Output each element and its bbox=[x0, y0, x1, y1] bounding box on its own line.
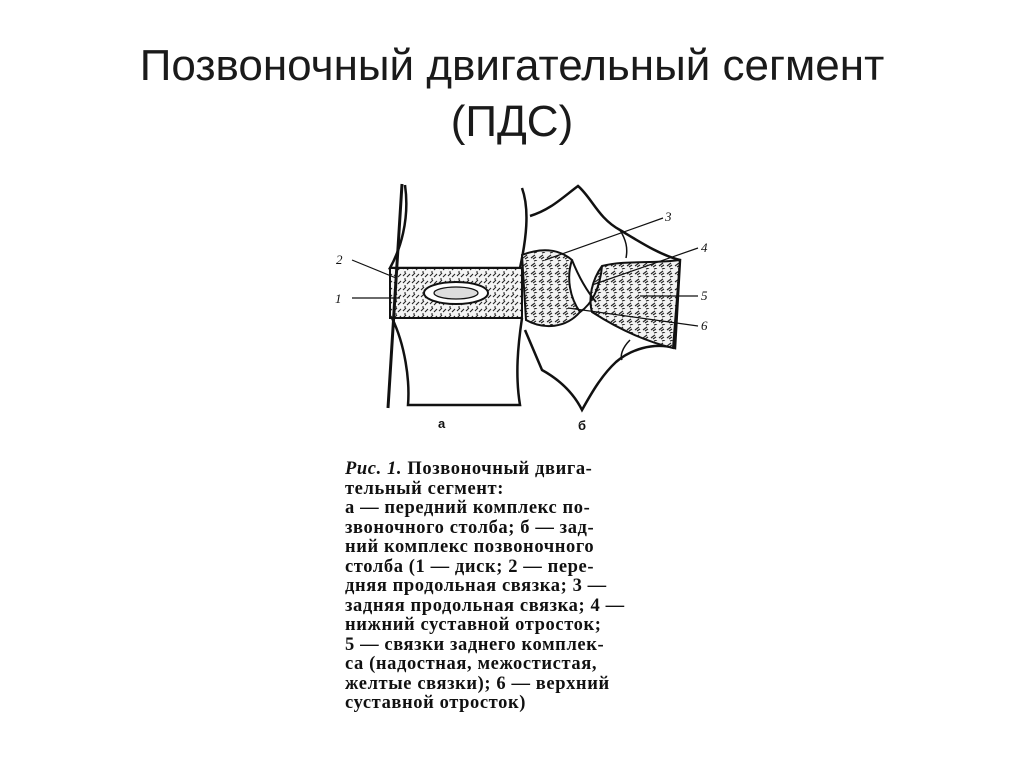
caption-line-12: желтые связки); 6 — верхний bbox=[345, 673, 610, 694]
label-5: 5 bbox=[701, 288, 708, 303]
caption-line-7: дняя продольная связка; 3 — bbox=[345, 576, 607, 596]
label-6: 6 bbox=[701, 318, 708, 333]
label-4: 4 bbox=[701, 240, 708, 255]
nucleus-pulposus-inner bbox=[434, 287, 478, 299]
caption-line-13: суставной отросток) bbox=[345, 693, 526, 713]
label-1: 1 bbox=[335, 291, 342, 306]
anterior-complex bbox=[388, 184, 526, 408]
caption-line-1 bbox=[345, 460, 725, 480]
caption-line-2: тельный сегмент: bbox=[345, 478, 504, 499]
caption-line-6: столба (1 — диск; 2 — пере- bbox=[345, 556, 595, 577]
caption-line-11: са (надостная, межостистая, bbox=[345, 654, 598, 674]
sublabel-b: б bbox=[578, 418, 587, 433]
caption-line-4: звоночного столба; б — зад- bbox=[345, 517, 595, 538]
vertebral-body-upper bbox=[390, 185, 526, 268]
posterior-complex bbox=[522, 186, 680, 410]
slide-title-line-1: Позвоночный двигательный сегмент bbox=[139, 41, 885, 90]
caption-line-5: ний комплекс позвоночного bbox=[345, 537, 595, 557]
caption-fig-ref: Рис. 1. bbox=[345, 459, 403, 479]
caption-line-9: нижний суставной отросток; bbox=[345, 615, 602, 635]
figure-caption bbox=[345, 460, 725, 714]
caption-line-3: а — передний комплекс по- bbox=[345, 498, 591, 518]
caption-line-1-text: Позвоночный двига- bbox=[407, 459, 593, 479]
spinal-segment-diagram bbox=[330, 180, 730, 440]
label-3: 3 bbox=[665, 209, 672, 224]
caption-line-10: 5 — связки заднего комплек- bbox=[345, 634, 605, 655]
vertebral-body-lower bbox=[392, 318, 522, 405]
caption-line-8: задняя продольная связка; 4 — bbox=[345, 595, 625, 616]
sublabel-a: а bbox=[438, 416, 446, 431]
slide-title-line-2: (ПДС) bbox=[450, 97, 574, 146]
slide-title bbox=[0, 38, 1024, 150]
label-2: 2 bbox=[336, 252, 343, 267]
